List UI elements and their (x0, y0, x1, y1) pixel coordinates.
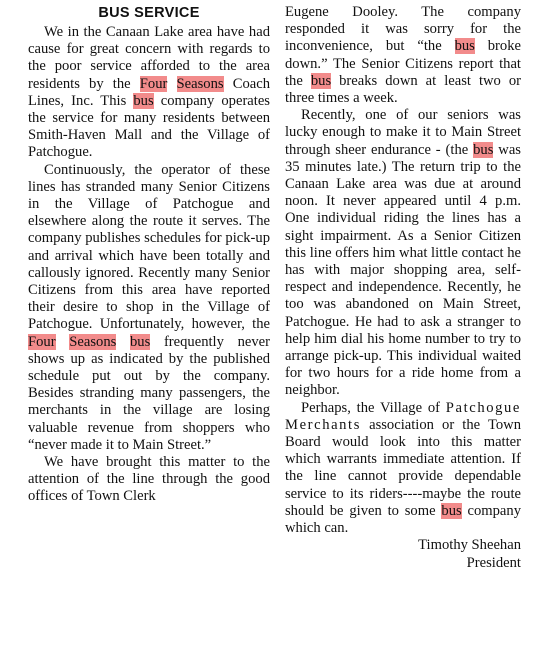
signature-name: Timothy Sheehan (418, 537, 521, 554)
highlight: Seasons (69, 333, 117, 350)
highlight: Four (28, 333, 56, 350)
paragraph: Continuously, the operator of these lines has stranded many Senior Citizens in the Village of Patchogue and elsewhere along the route it serves. The company publishes schedules for pick-up and arrival which have been totally and callously ignored. Recently many Senior Citizens from this area have reported their desire to shop in the Village of Patchogue. Unfortunately, however, the Four Seasons bus frequently never shows up as indicated by the published schedule put out by the company. Besides stranding many passengers, the merchants in the village are losing valuable revenue from shoppers who “never made it to Main Street.” (28, 161, 270, 453)
paragraph: Eugene Dooley. The company responded it was sorry for the inconvenience, but “the bus broke down.” The Senior Citizens report that the bus breaks down at least two or three times a week. (285, 4, 521, 107)
highlight: bus (129, 333, 151, 350)
paragraph: Perhaps, the Village of Patchogue Merchants association or the Town Board would look into this matter which warrants immediate attention. If the line cannot provide dependable service to its riders----maybe the route should be given to some bus company which can. (285, 399, 521, 537)
highlight: Four (139, 75, 168, 92)
highlight: Seasons (176, 75, 224, 92)
paragraph: Recently, one of our seniors was lucky enough to make it to Main Street through sheer endurance - (the bus was 35 minutes late.) The return trip to the Canaan Lake area was due at around noon. It never appeared until 4 p.m. One individual riding the lines has a sight impairment. As a Senior Citizen this line offers him what little contact he has with major shopping area, self-respect and independence. Recently, he too was abandoned on Main Street, Patchogue. He had to ask a stranger to help him dial his home number to try to arrange pick-up. This individual waited for two hours for a ride home from a neighbor. (285, 107, 522, 399)
highlight: bus (133, 92, 154, 109)
highlight: bus (454, 38, 475, 55)
highlight: bus (310, 72, 332, 89)
right-column (285, 4, 521, 572)
article-headline: BUS SERVICE (98, 5, 200, 21)
signature-title: President (466, 554, 521, 571)
left-column (28, 4, 270, 506)
highlight: bus (473, 141, 494, 158)
paragraph: We in the Canaan Lake area have had cause for great concern with regards to the poor service afforded to the area residents by the Four Seasons Coach Lines, Inc. This bus company operates the service for many residents between Smith-Haven Mall and the Village of Patchogue. (28, 24, 271, 161)
highlight: bus (441, 502, 462, 519)
paragraph: We have brought this matter to the attention of the line through the good offices of Town Clerk (28, 454, 270, 505)
